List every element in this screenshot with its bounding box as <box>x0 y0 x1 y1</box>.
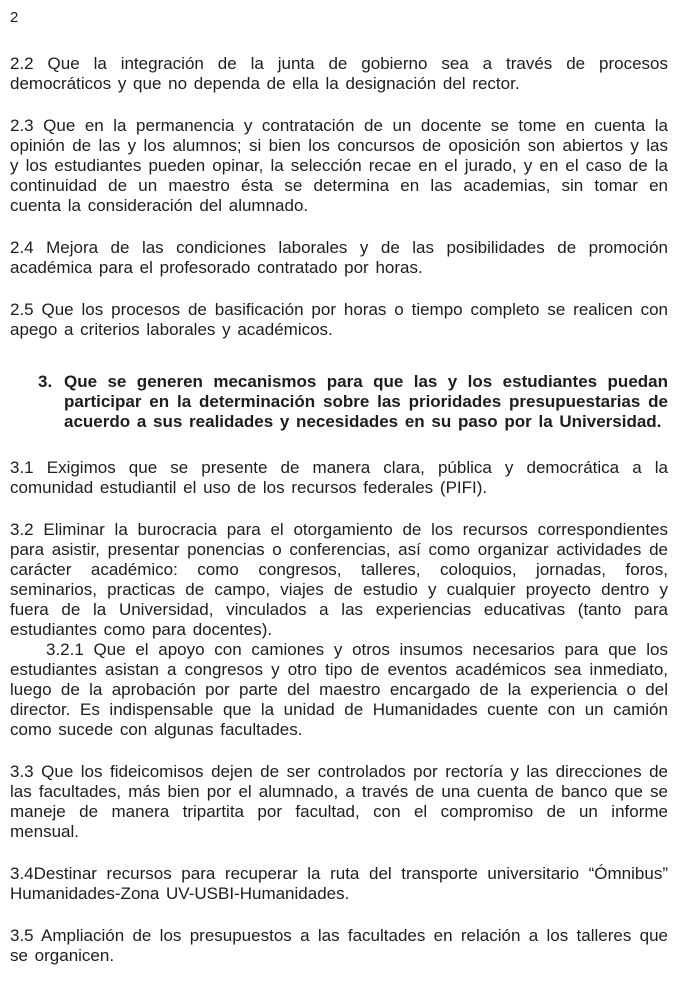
paragraph-3-5: 3.5 Ampliación de los presupuestos a las facultades en relación a los talleres que se organicen. <box>10 926 668 965</box>
paragraph-2-5: 2.5 Que los procesos de basificación por horas o tiempo completo se realicen con apego a criterios laborales y académicos. <box>10 300 668 339</box>
paragraph-3-2-1: 3.2.1 Que el apoyo con camiones y otros insumos necesarios para que los estudiantes asistan a congresos y otro tipo de eventos académicos sea inmediato, luego de la aprobación por parte del maestro encargado de la experiencia o del director. Es indispensable que la unidad de Humanidades cuente con un camión como sucede con algunas facultades. <box>10 640 668 739</box>
page-number: 2 <box>10 9 19 26</box>
heading-item-3-text: Que se generen mecanismos para que las y los estudiantes puedan participar en la determinación sobre las prioridades presupuestarias de acuerdo a sus realidades y necesidades en su paso por la Universidad. <box>64 372 668 431</box>
paragraph-2-3: 2.3 Que en la permanencia y contratación de un docente se tome en cuenta la opinión de las y los alumnos; si bien los concursos de oposición son abiertos y las y los estudiantes pueden opinar, la selección recae en el jurado, y en el caso de la continuidad de un maestro ésta se determina en las academias, sin tomar en cuenta la consideración del alumnado. <box>10 116 668 215</box>
heading-item-3-number: 3. <box>38 372 53 391</box>
heading-item-3 <box>10 372 668 432</box>
paragraph-3-4: 3.4Destinar recursos para recuperar la ruta del transporte universitario “Ómnibus” Humanidades-Zona UV-USBI-Humanidades. <box>10 864 668 903</box>
paragraph-2-4: 2.4 Mejora de las condiciones laborales y de las posibilidades de promoción académica para el profesorado contratado por horas. <box>10 238 668 277</box>
paragraph-3-3: 3.3 Que los fideicomisos dejen de ser controlados por rectoría y las direcciones de las facultades, más bien por el alumnado, a través de una cuenta de banco que se maneje de manera tripartita por facultad, con el compromiso de un informe mensual. <box>10 762 668 841</box>
paragraph-3-1: 3.1 Exigimos que se presente de manera clara, pública y democrática a la comunidad estudiantil el uso de los recursos federales (PIFI). <box>10 458 668 497</box>
paragraph-3-2: 3.2 Eliminar la burocracia para el otorgamiento de los recursos correspondientes para asistir, presentar ponencias o conferencias, así como organizar actividades de carácter académico: como congresos, talleres, coloquios, jornadas, foros, seminarios, practicas de campo, viajes de estudio y cualquier proyecto dentro y fuera de la Universidad, vinculados a las experiencias educativas (tanto para estudiantes como para docentes). <box>10 520 668 639</box>
paragraph-2-2: 2.2 Que la integración de la junta de gobierno sea a través de procesos democráticos y que no dependa de ella la designación del rector. <box>10 54 668 93</box>
